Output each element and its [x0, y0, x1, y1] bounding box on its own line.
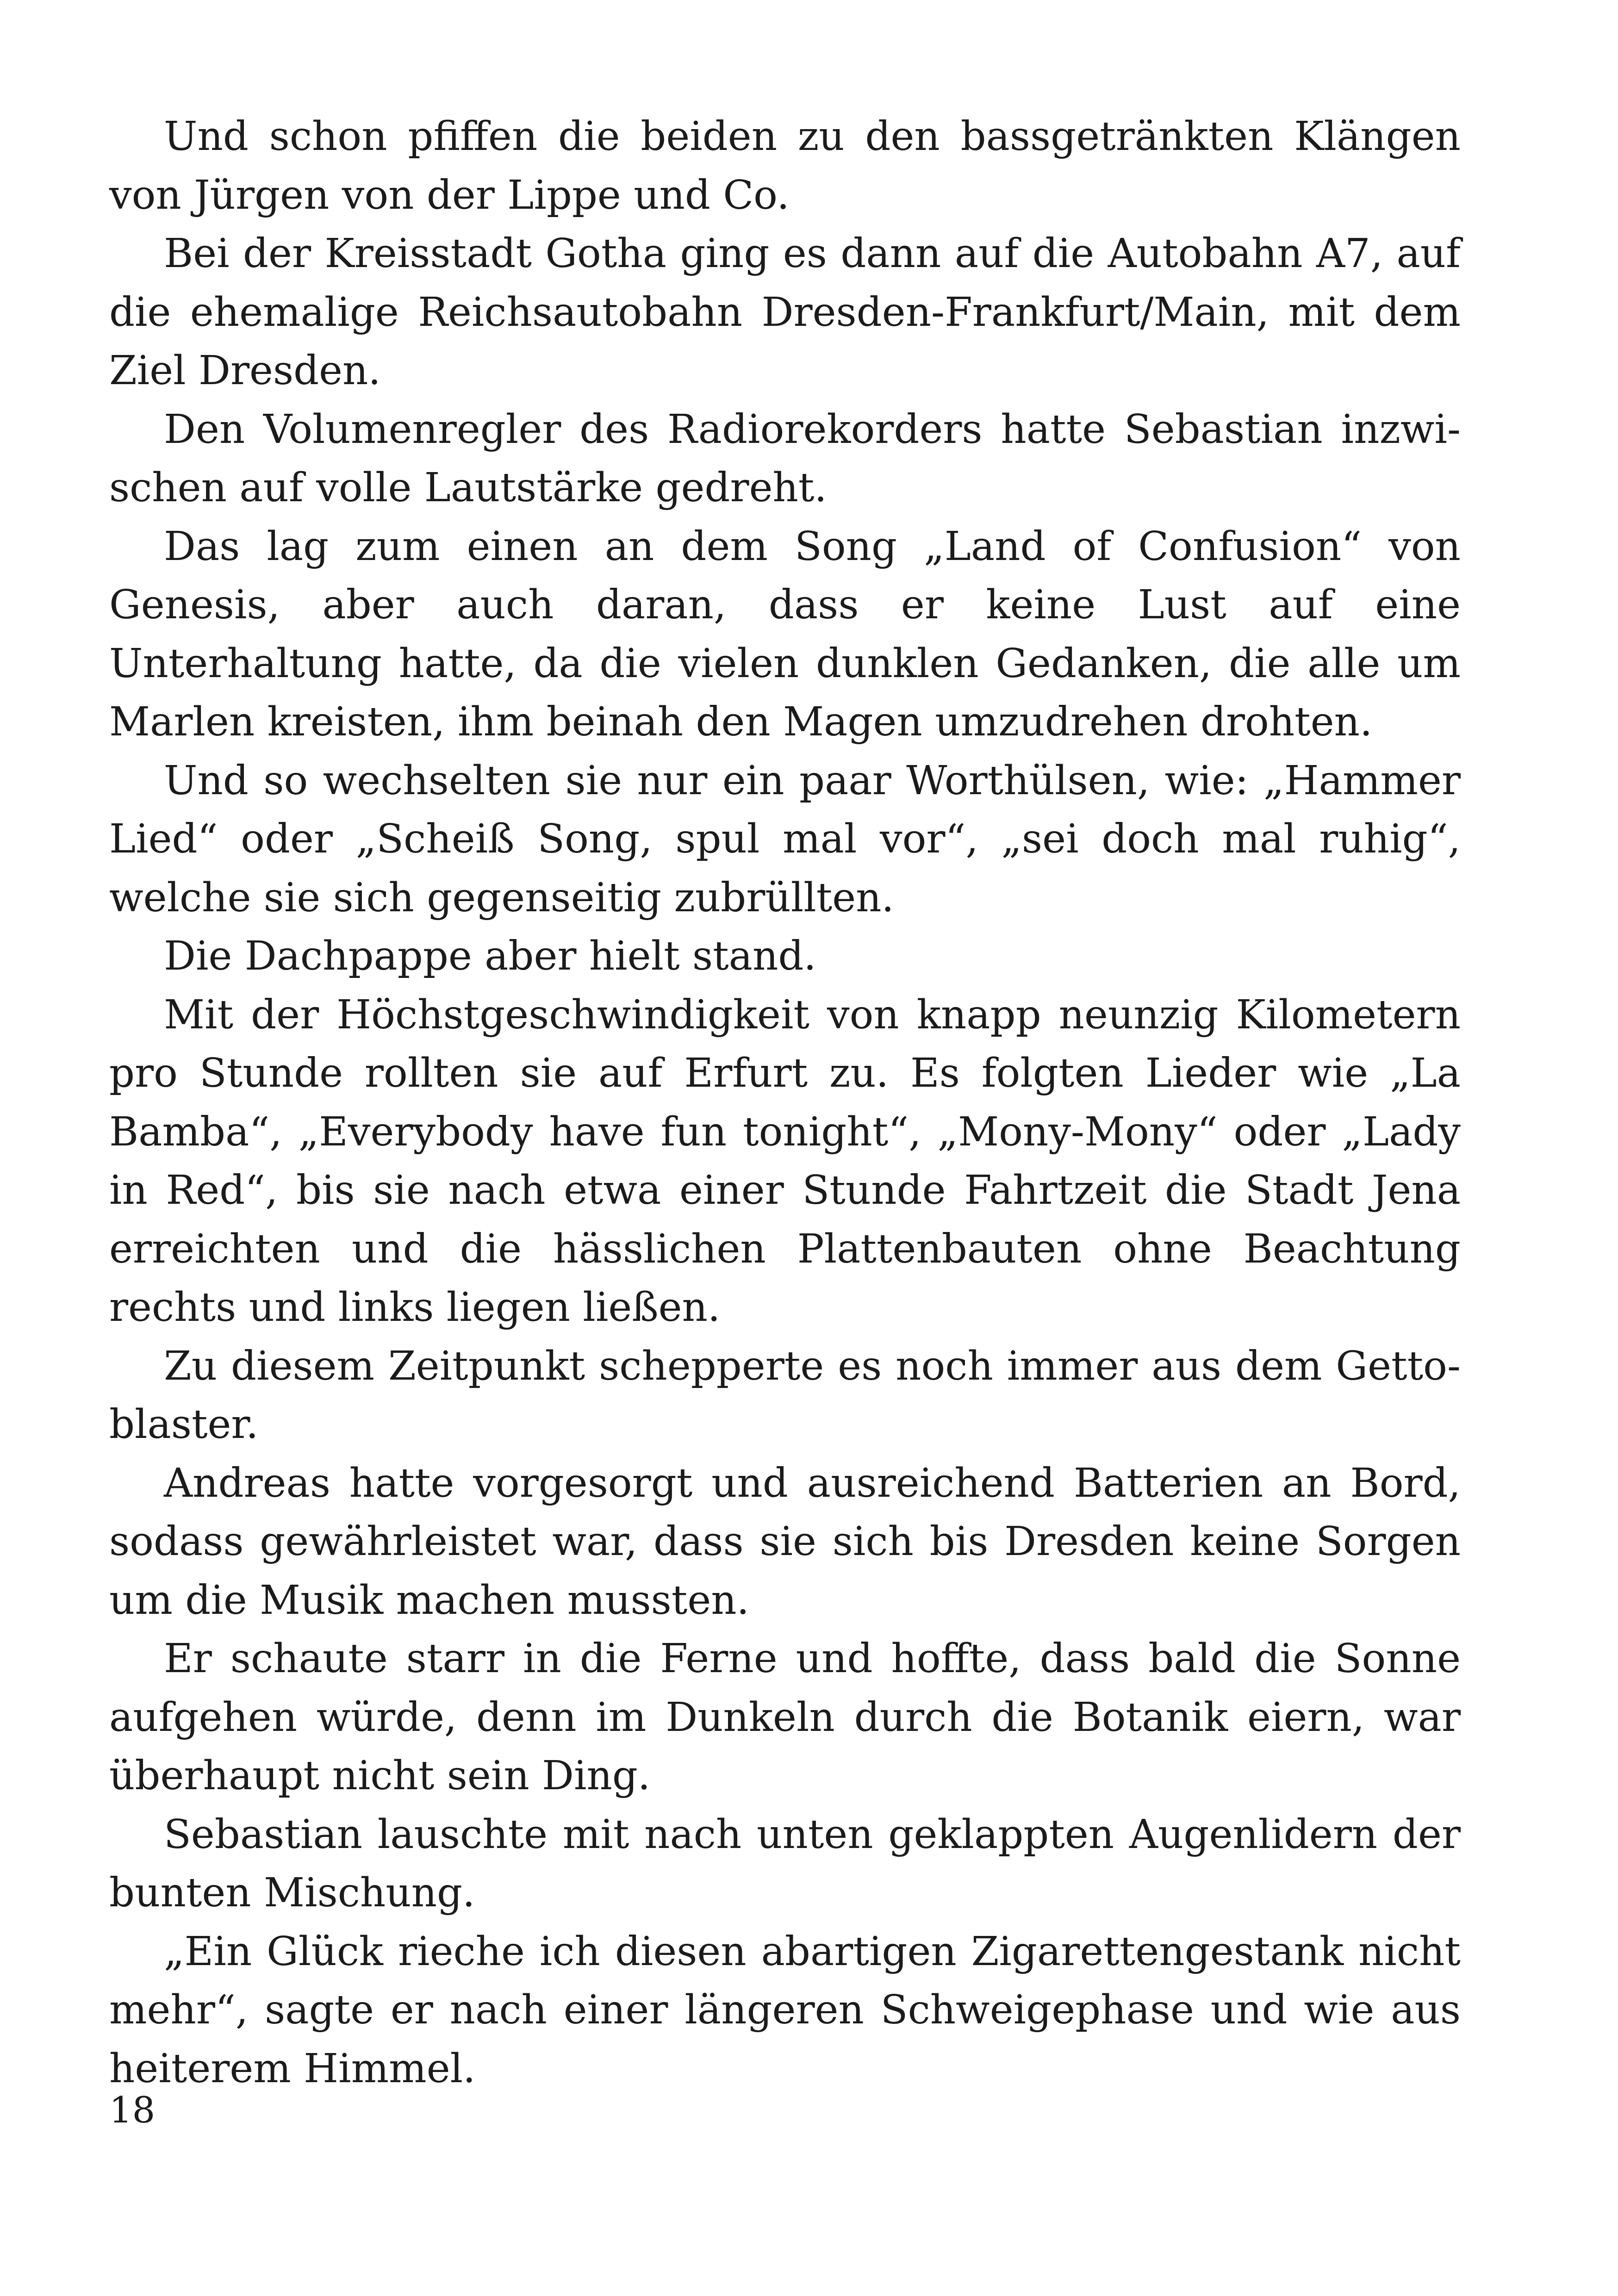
paragraph-12: „Ein Glück rieche ich diesen abartigen Zigarettengestank nicht mehr“, sagte er nach einer längeren Schweigephase und wie aus heiterem Himmel. [109, 1928, 1461, 2092]
paragraph-5: Und so wechselten sie nur ein paar Worthülsen, wie: „Hammer Lied“ oder „Scheiß Song, spul mal vor“, „sei doch mal ruhig“, welche sie sich gegenseitig zubrüllten. [109, 757, 1461, 921]
paragraph-3: Den Volumenregler des Radiorekorders hatte Sebastian inzwischen auf volle Lautstärke gedreht. [109, 406, 1461, 511]
page-number: 18 [109, 2090, 156, 2131]
paragraph-8: Zu diesem Zeitpunkt schepperte es noch immer aus dem Gettoblaster. [109, 1343, 1461, 1448]
paragraph-11: Sebastian lauschte mit nach unten geklappten Augenlidern der bunten Mischung. [109, 1811, 1461, 1916]
paragraph-10: Er schaute starr in die Ferne und hoffte, dass bald die Sonne aufgehen würde, denn im Dunkeln durch die Botanik eiern, war überhaupt nicht sein Ding. [109, 1636, 1461, 1799]
paragraph-2: Bei der Kreisstadt Gotha ging es dann auf die Autobahn A7, auf die ehemalige Reichsautobahn Dresden-Frankfurt/Main, mit dem Ziel Dresden. [109, 230, 1461, 394]
paragraph-9: Andreas hatte vorgesorgt und ausreichend Batterien an Bord, sodass gewährleistet war, dass sie sich bis Dresden keine Sorgen um die Musik machen mussten. [109, 1460, 1461, 1624]
body-text [109, 107, 1461, 2098]
paragraph-7: Mit der Höchstgeschwindigkeit von knapp neunzig Kilometern pro Stunde rollten sie auf Erfurt zu. Es folgten Lieder wie „La Bamba“, „Everybody have fun tonight“, „Mony-Mony“ oder „Lady in Red“, bis sie nach etwa einer Stunde Fahrtzeit die Stadt Jena erreichten und die hässlichen Plattenbauten ohne Beachtung rechts und links liegen ließen. [109, 991, 1461, 1331]
paragraph-1: Und schon pfiffen die beiden zu den bassgetränkten Klängen von Jürgen von der Lippe und Co. [109, 113, 1461, 218]
paragraph-6: Die Dachpappe aber hielt stand. [164, 933, 816, 979]
paragraph-4: Das lag zum einen an dem Song „Land of Confusion“ von Genesis, aber auch daran, dass er keine Lust auf eine Unterhaltung hatte, da die vielen dunklen Gedanken, die alle um Marlen kreisten, ihm beinah den Magen umzudrehen drohten. [109, 523, 1461, 745]
